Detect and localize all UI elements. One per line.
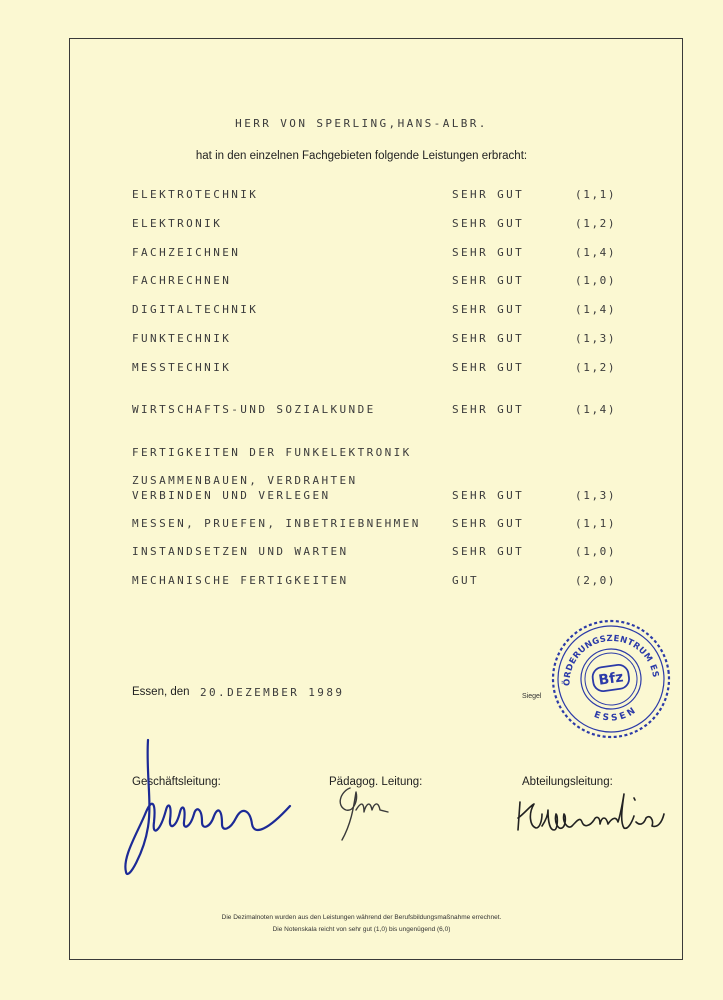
subject-grade: SEHR GUT (452, 303, 525, 316)
department-signature (510, 786, 670, 846)
skill-name: INSTANDSETZEN UND WARTEN (132, 545, 349, 558)
intro-text: hat in den einzelnen Fachgebieten folgende Leistungen erbracht: (195, 150, 528, 162)
pedagogic-signature-label: Pädagog. Leitung: (329, 776, 423, 788)
skill-score: (2,0) (575, 574, 617, 587)
footnote-line2: Die Notenskala reicht von sehr gut (1,0) bis ungenügend (6,0) (272, 926, 451, 933)
subject-grade: SEHR GUT (452, 246, 525, 259)
subject-score: (1,2) (575, 217, 617, 230)
skill-score: (1,1) (575, 517, 617, 530)
subject-grade: SEHR GUT (452, 361, 525, 374)
subject-name: MESSTECHNIK (132, 361, 232, 374)
skill-score: (1,3) (575, 489, 617, 502)
subject-grade: SEHR GUT (452, 274, 525, 287)
subject-name: FUNKTECHNIK (132, 332, 232, 345)
subject-score: (1,3) (575, 332, 617, 345)
subject-name: FACHZEICHNEN (132, 246, 241, 259)
skill-name-line1: ZUSAMMENBAUEN, VERDRAHTEN (132, 474, 358, 487)
skill-name: MECHANISCHE FERTIGKEITEN (132, 574, 349, 587)
subject-score: (1,2) (575, 361, 617, 374)
official-seal-stamp (549, 617, 673, 741)
subject-name: FACHRECHNEN (132, 274, 232, 287)
svg-text:ESSEN: ESSEN (592, 704, 640, 724)
skill-grade: SEHR GUT (452, 545, 525, 558)
skill-score: (1,0) (575, 545, 617, 558)
student-name: HERR VON SPERLING,HANS-ALBR. (235, 117, 488, 130)
footnote-line1: Die Dezimalnoten wurden aus den Leistungen während der Berufsbildungsmaßnahme errechnet. (221, 914, 502, 921)
seal-label: Siegel (522, 693, 542, 700)
subject-score: (1,4) (575, 303, 617, 316)
management-signature-label: Geschäftsleitung: (132, 776, 221, 788)
subject-grade: SEHR GUT (452, 188, 525, 201)
svg-text:Bfz: Bfz (597, 669, 625, 689)
subject-name: WIRTSCHAFTS-UND SOZIALKUNDE (132, 403, 376, 416)
subject-name: DIGITALTECHNIK (132, 303, 259, 316)
management-signature (118, 732, 298, 892)
subject-score: (1,4) (575, 403, 617, 416)
skills-heading: FERTIGKEITEN DER FUNKELEKTRONIK (132, 446, 412, 459)
subject-score: (1,0) (575, 274, 617, 287)
subject-name: ELEKTRONIK (132, 217, 223, 230)
subject-grade: SEHR GUT (452, 403, 525, 416)
subject-name: ELEKTROTECHNIK (132, 188, 259, 201)
skill-grade: SEHR GUT (452, 517, 525, 530)
issue-date: 20.DEZEMBER 1989 (200, 686, 345, 699)
svg-text:BERUFSFÖRDERUNGSZENTRUM ESSEN: BERUFSFÖRDERUNGSZENTRUM ESSEN (562, 633, 661, 687)
place-date-label: Essen, den (132, 686, 190, 698)
skill-name: MESSEN, PRUEFEN, INBETRIEBNEHMEN (132, 517, 421, 530)
subject-grade: SEHR GUT (452, 217, 525, 230)
subject-score: (1,1) (575, 188, 617, 201)
skill-grade: SEHR GUT (452, 489, 525, 502)
subject-score: (1,4) (575, 246, 617, 259)
skill-name: VERBINDEN UND VERLEGEN (132, 489, 331, 502)
pedagogic-signature (322, 770, 412, 850)
subject-grade: SEHR GUT (452, 332, 525, 345)
skill-grade: GUT (452, 574, 480, 587)
department-signature-label: Abteilungsleitung: (522, 776, 613, 788)
